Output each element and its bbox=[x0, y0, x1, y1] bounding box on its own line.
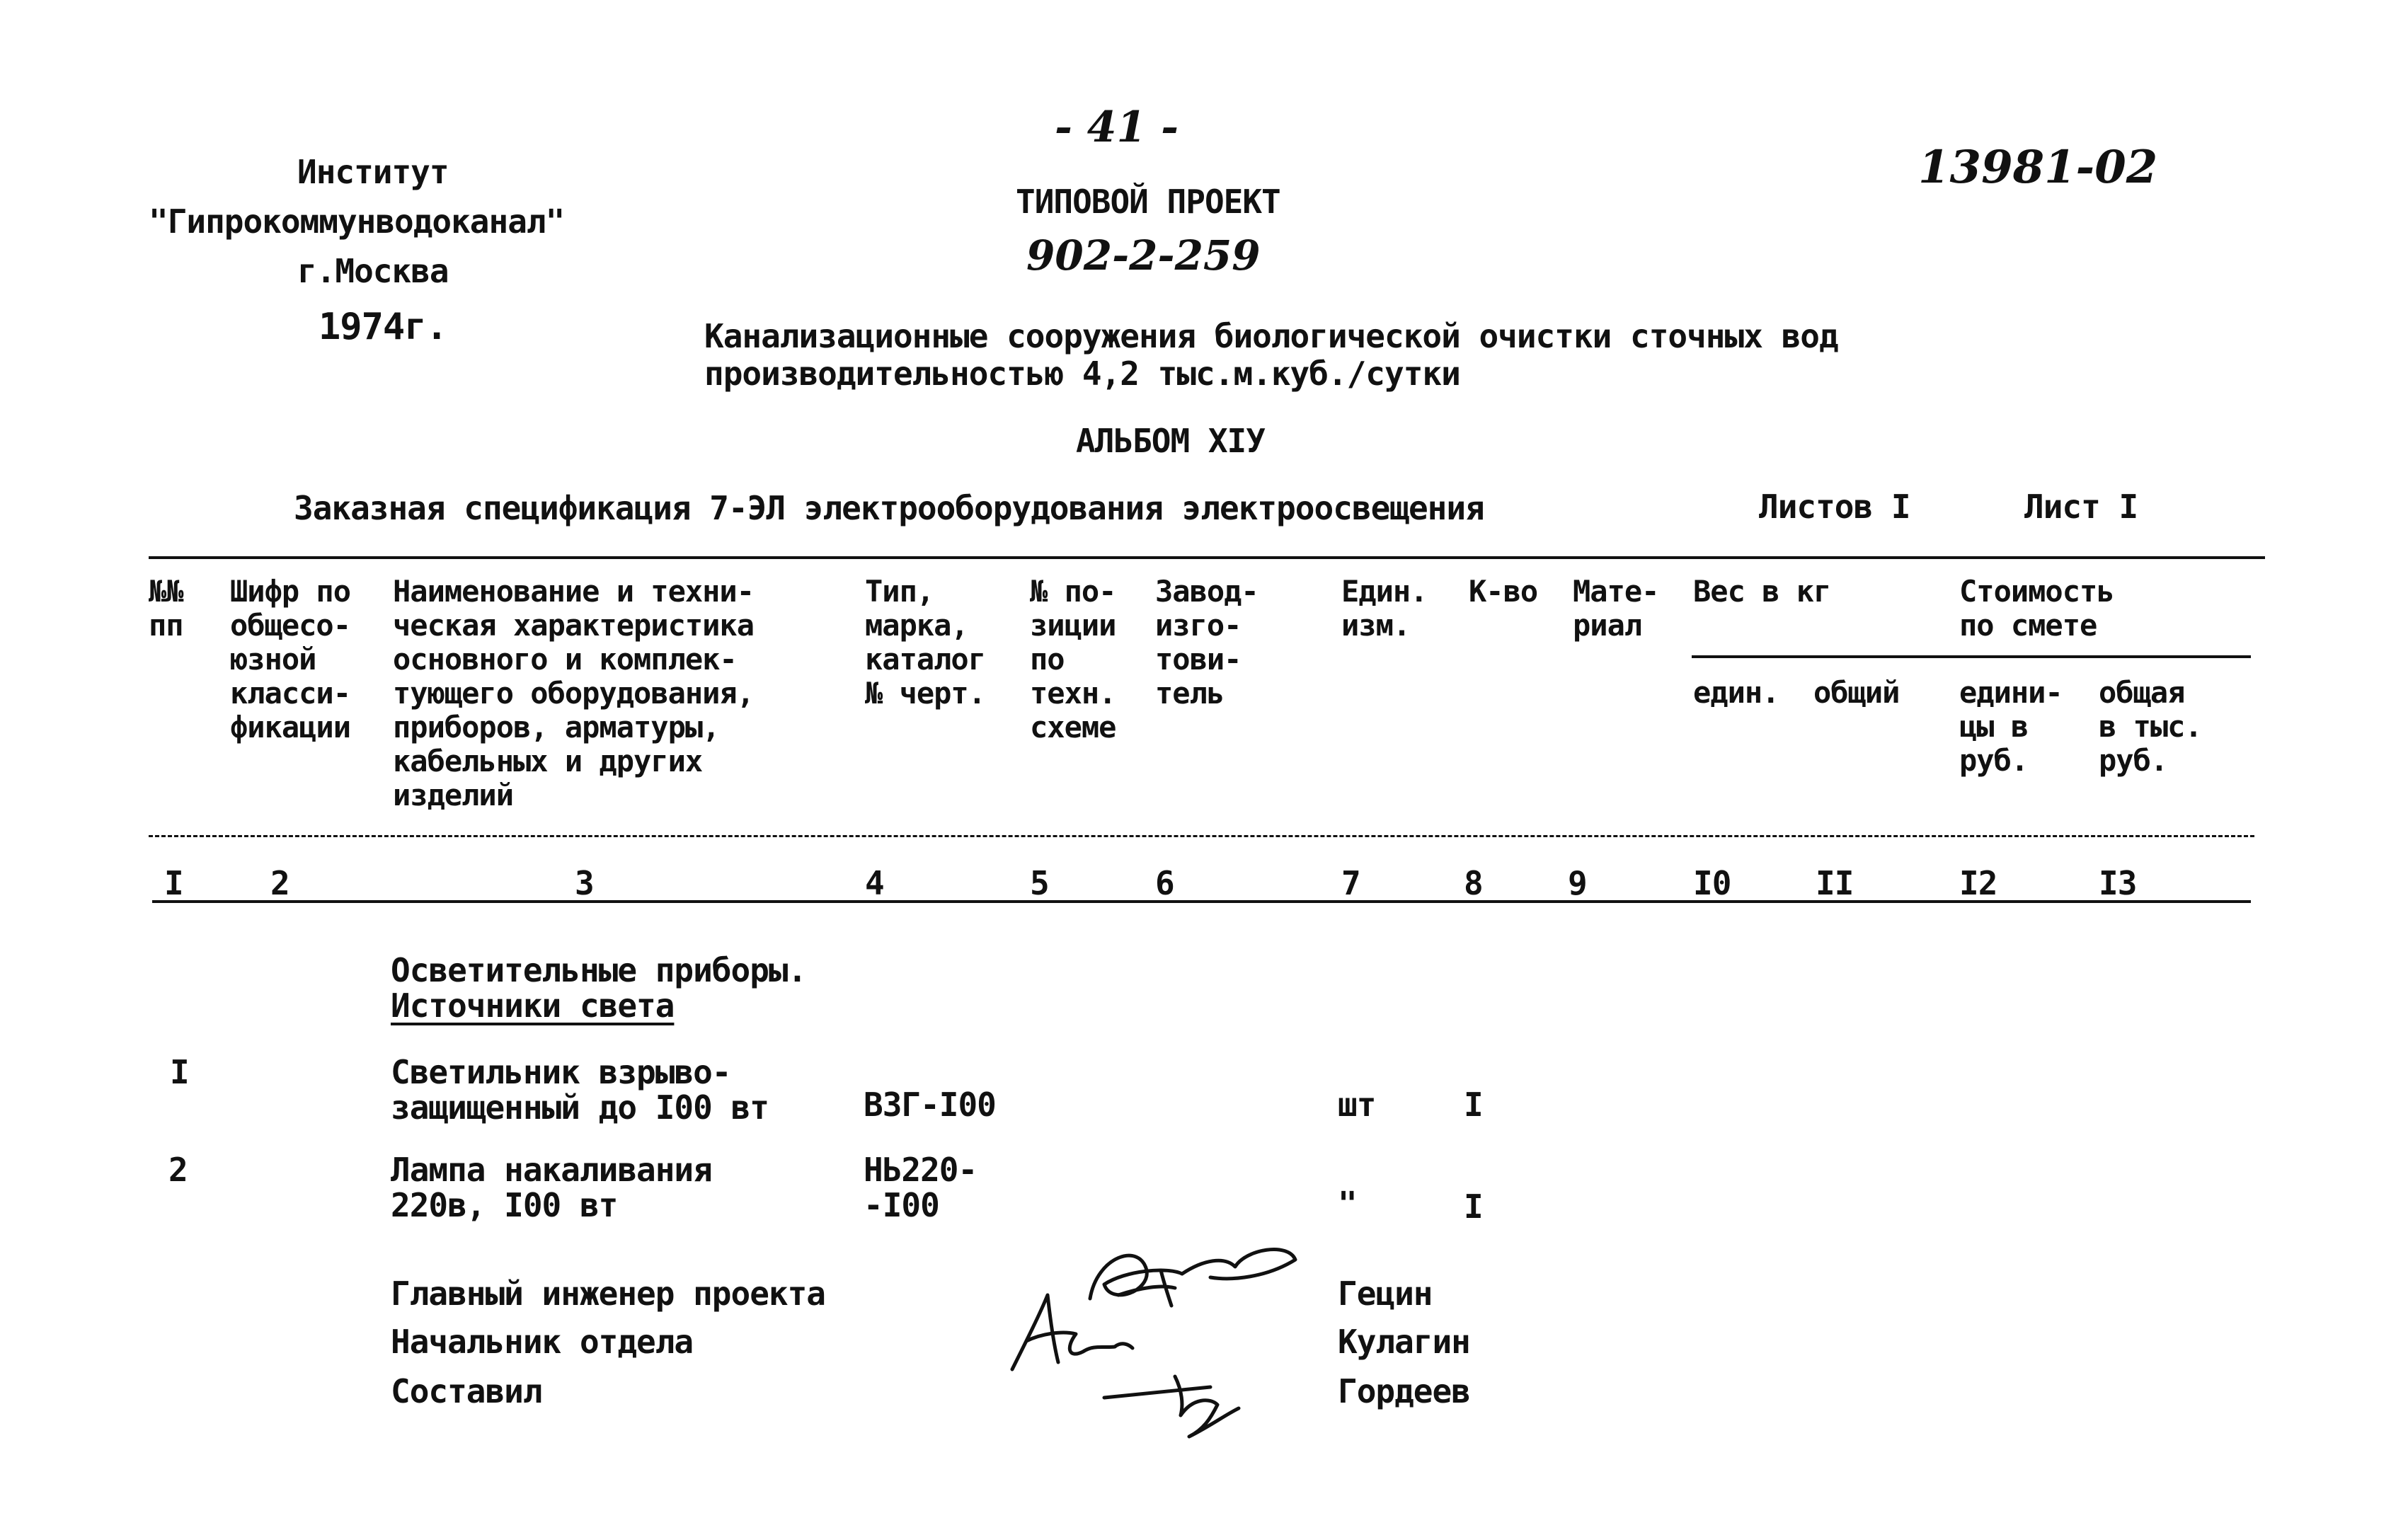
column-number: 8 bbox=[1464, 864, 1483, 902]
column-number: 2 bbox=[270, 864, 289, 902]
row-type: ВЗГ-I00 bbox=[864, 1086, 996, 1124]
sub-header-weight-total: общий bbox=[1813, 675, 1900, 710]
col-header-qty: К-во bbox=[1469, 574, 1538, 609]
spec-title: Заказная спецификация 7-ЭЛ электрооборудования электроосвещения bbox=[294, 489, 1484, 527]
section-title-line-2: Источники света bbox=[391, 987, 675, 1025]
institute-city: г.Москва bbox=[297, 252, 449, 290]
project-code: 902-2-259 bbox=[1026, 231, 1261, 280]
row-name: Лампа накаливания 220в, I00 вт bbox=[391, 1151, 712, 1224]
weight-sub-rule bbox=[1692, 655, 1978, 658]
column-numbers-rule bbox=[152, 900, 2251, 903]
name-department-head: Кулагин bbox=[1338, 1323, 1470, 1361]
handwritten-signatures bbox=[998, 1228, 1331, 1440]
sub-header-weight-unit: един. bbox=[1693, 675, 1779, 710]
table-top-rule bbox=[149, 556, 2265, 559]
column-number: 7 bbox=[1341, 864, 1360, 902]
column-number: I2 bbox=[1959, 864, 1997, 902]
document-number: 13981-02 bbox=[1918, 141, 2158, 194]
col-header-name: Наименование и техни- ческая характеристика основного и комплек- тующего оборудования, приборов, арматуры, кабельных и других изделий bbox=[393, 574, 755, 812]
column-number: 3 bbox=[575, 864, 594, 902]
row-number: 2 bbox=[168, 1151, 188, 1189]
col-header-material: Мате- риал bbox=[1573, 574, 1659, 643]
sub-header-cost-total: общая в тыс. руб. bbox=[2099, 675, 2202, 778]
row-number: I bbox=[170, 1053, 189, 1091]
album-label: АЛЬБОМ ХIУ bbox=[1076, 422, 1265, 460]
role-chief-engineer: Главный инженер проекта bbox=[391, 1275, 825, 1313]
column-number: 5 bbox=[1030, 864, 1049, 902]
column-number: I bbox=[164, 864, 183, 902]
row-type: НЬ220- -I00 bbox=[864, 1151, 977, 1224]
col-header-maker: Завод- изго- тови- тель bbox=[1155, 574, 1259, 711]
institute-line-1: Институт bbox=[297, 153, 449, 191]
institute-year: 1974г. bbox=[319, 306, 447, 348]
section-title-line-1: Осветительные приборы. bbox=[391, 951, 807, 989]
row-unit: шт bbox=[1338, 1086, 1376, 1124]
row-qty: I bbox=[1464, 1187, 1483, 1226]
row-unit: " bbox=[1338, 1185, 1357, 1223]
cost-sub-rule bbox=[1954, 655, 2251, 658]
name-chief-engineer: Гецин bbox=[1338, 1275, 1433, 1313]
col-header-weight: Вес в кг bbox=[1693, 574, 1831, 609]
project-type: ТИПОВОЙ ПРОЕКТ bbox=[1016, 183, 1280, 221]
column-number: 4 bbox=[865, 864, 884, 902]
sub-header-cost-unit: едини- цы в руб. bbox=[1959, 675, 2063, 778]
col-header-cost: Стоимость по смете bbox=[1959, 574, 2114, 643]
header-bottom-rule bbox=[149, 835, 2254, 837]
col-header-type: Тип, марка, каталог № черт. bbox=[865, 574, 986, 711]
column-number: 9 bbox=[1568, 864, 1587, 902]
column-number: I0 bbox=[1693, 864, 1731, 902]
row-qty: I bbox=[1464, 1086, 1483, 1124]
role-compiler: Составил bbox=[391, 1372, 542, 1410]
name-compiler: Гордеев bbox=[1338, 1372, 1470, 1410]
page-number: - 41 - bbox=[1055, 103, 1179, 152]
sheet-number: Лист I bbox=[2024, 488, 2138, 526]
role-department-head: Начальник отдела bbox=[391, 1323, 694, 1361]
col-header-unit: Един. изм. bbox=[1341, 574, 1428, 643]
column-number: II bbox=[1816, 864, 1854, 902]
sheets-total: Листов I bbox=[1759, 488, 1910, 526]
col-header-code: Шифр по общесо- юзной класси- фикации bbox=[230, 574, 351, 744]
col-header-position: № по- зиции по техн. схеме bbox=[1030, 574, 1116, 744]
col-header-no: №№ пп bbox=[149, 574, 183, 643]
title-line-1: Канализационные сооружения биологической очистки сточных вод bbox=[704, 317, 1838, 355]
column-number: I3 bbox=[2099, 864, 2137, 902]
title-line-2: производительностью 4,2 тыс.м.куб./сутки bbox=[704, 355, 1460, 393]
column-number: 6 bbox=[1155, 864, 1174, 902]
institute-line-2: "Гипрокоммунводоканал" bbox=[149, 202, 565, 241]
row-name: Светильник взрыво- защищенный до I00 вт bbox=[391, 1053, 769, 1127]
